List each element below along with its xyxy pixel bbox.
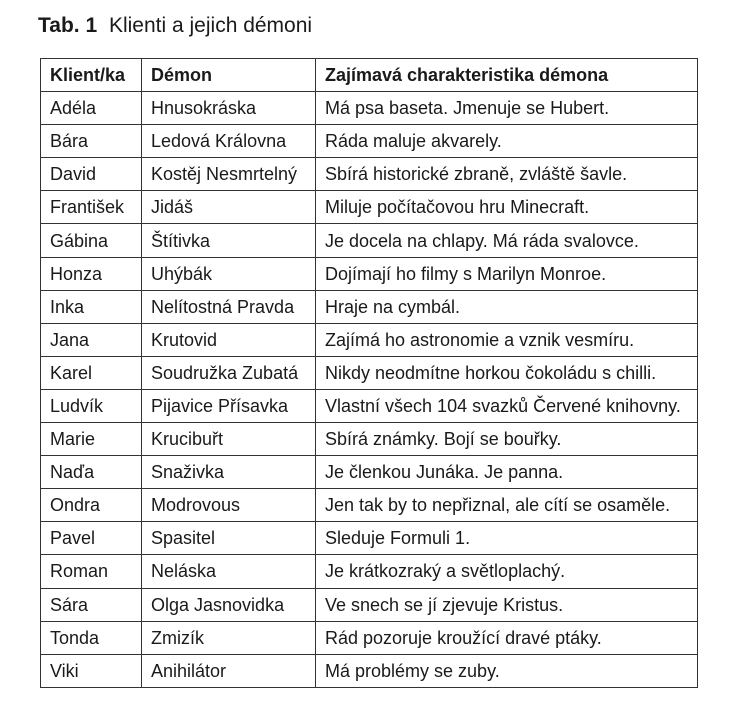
- table-row: [41, 456, 698, 489]
- table-row: [41, 654, 698, 687]
- demon-cell: Kostěj Nesmrtelný: [142, 158, 316, 191]
- client-cell: Pavel: [41, 522, 142, 555]
- clients-demons-table: [40, 58, 698, 688]
- table-row: [41, 588, 698, 621]
- table-row: [41, 522, 698, 555]
- table-row: [41, 92, 698, 125]
- demon-cell: Nelítostná Pravda: [142, 290, 316, 323]
- characteristic-cell: Zajímá ho astronomie a vznik vesmíru.: [316, 323, 698, 356]
- demon-cell: Hnusokráska: [142, 92, 316, 125]
- characteristic-cell: Má problémy se zuby.: [316, 654, 698, 687]
- characteristic-cell: Rád pozoruje kroužící dravé ptáky.: [316, 621, 698, 654]
- characteristic-cell: Sleduje Formuli 1.: [316, 522, 698, 555]
- table-caption: [38, 12, 312, 40]
- characteristic-cell: Má psa baseta. Jmenuje se Hubert.: [316, 92, 698, 125]
- characteristic-cell: Vlastní všech 104 svazků Červené knihovny.: [316, 389, 698, 422]
- client-cell: Ondra: [41, 489, 142, 522]
- client-cell: Sára: [41, 588, 142, 621]
- client-cell: David: [41, 158, 142, 191]
- client-cell: Bára: [41, 125, 142, 158]
- table-body: [41, 92, 698, 688]
- demon-cell: Spasitel: [142, 522, 316, 555]
- client-cell: Honza: [41, 257, 142, 290]
- client-cell: Marie: [41, 423, 142, 456]
- column-header-client: Klient/ka: [41, 59, 142, 92]
- demon-cell: Krutovid: [142, 323, 316, 356]
- demon-cell: Uhýbák: [142, 257, 316, 290]
- table-row: [41, 191, 698, 224]
- characteristic-cell: Ve snech se jí zjevuje Kristus.: [316, 588, 698, 621]
- characteristic-cell: Je krátkozraký a světloplachý.: [316, 555, 698, 588]
- demon-cell: Soudružka Zubatá: [142, 356, 316, 389]
- characteristic-cell: Nikdy neodmítne horkou čokoládu s chilli.: [316, 356, 698, 389]
- client-cell: Tonda: [41, 621, 142, 654]
- characteristic-cell: Jen tak by to nepřiznal, ale cítí se osaměle.: [316, 489, 698, 522]
- characteristic-cell: Miluje počítačovou hru Minecraft.: [316, 191, 698, 224]
- table-caption-label: Tab. 1: [38, 14, 98, 37]
- table-row: [41, 224, 698, 257]
- demon-cell: Jidáš: [142, 191, 316, 224]
- table-header-row: [41, 59, 698, 92]
- characteristic-cell: Je docela na chlapy. Má ráda svalovce.: [316, 224, 698, 257]
- demon-cell: Krucibuřt: [142, 423, 316, 456]
- table-row: [41, 356, 698, 389]
- demon-cell: Snaživka: [142, 456, 316, 489]
- client-cell: Adéla: [41, 92, 142, 125]
- client-cell: Naďa: [41, 456, 142, 489]
- client-cell: Roman: [41, 555, 142, 588]
- characteristic-cell: Je členkou Junáka. Je panna.: [316, 456, 698, 489]
- table-caption-title: Klienti a jejich démoni: [108, 14, 313, 37]
- column-header-characteristic: Zajímavá charakteristika démona: [316, 59, 698, 92]
- table-row: [41, 257, 698, 290]
- column-header-demon: Démon: [142, 59, 316, 92]
- demon-cell: Olga Jasnovidka: [142, 588, 316, 621]
- demon-cell: Neláska: [142, 555, 316, 588]
- table-row: [41, 621, 698, 654]
- demon-cell: Ledová Královna: [142, 125, 316, 158]
- client-cell: Gábina: [41, 224, 142, 257]
- table-row: [41, 389, 698, 422]
- table-row: [41, 290, 698, 323]
- client-cell: František: [41, 191, 142, 224]
- demon-cell: Zmizík: [142, 621, 316, 654]
- characteristic-cell: Sbírá historické zbraně, zvláště šavle.: [316, 158, 698, 191]
- table-row: [41, 489, 698, 522]
- table-row: [41, 323, 698, 356]
- client-cell: Viki: [41, 654, 142, 687]
- table-row: [41, 555, 698, 588]
- demon-cell: Pijavice Přísavka: [142, 389, 316, 422]
- characteristic-cell: Ráda maluje akvarely.: [316, 125, 698, 158]
- demon-cell: Anihilátor: [142, 654, 316, 687]
- client-cell: Inka: [41, 290, 142, 323]
- characteristic-cell: Hraje na cymbál.: [316, 290, 698, 323]
- table-row: [41, 158, 698, 191]
- characteristic-cell: Sbírá známky. Bojí se bouřky.: [316, 423, 698, 456]
- table-row: [41, 423, 698, 456]
- demon-cell: Modrovous: [142, 489, 316, 522]
- demon-cell: Štítivka: [142, 224, 316, 257]
- client-cell: Karel: [41, 356, 142, 389]
- client-cell: Jana: [41, 323, 142, 356]
- client-cell: Ludvík: [41, 389, 142, 422]
- table-row: [41, 125, 698, 158]
- characteristic-cell: Dojímají ho filmy s Marilyn Monroe.: [316, 257, 698, 290]
